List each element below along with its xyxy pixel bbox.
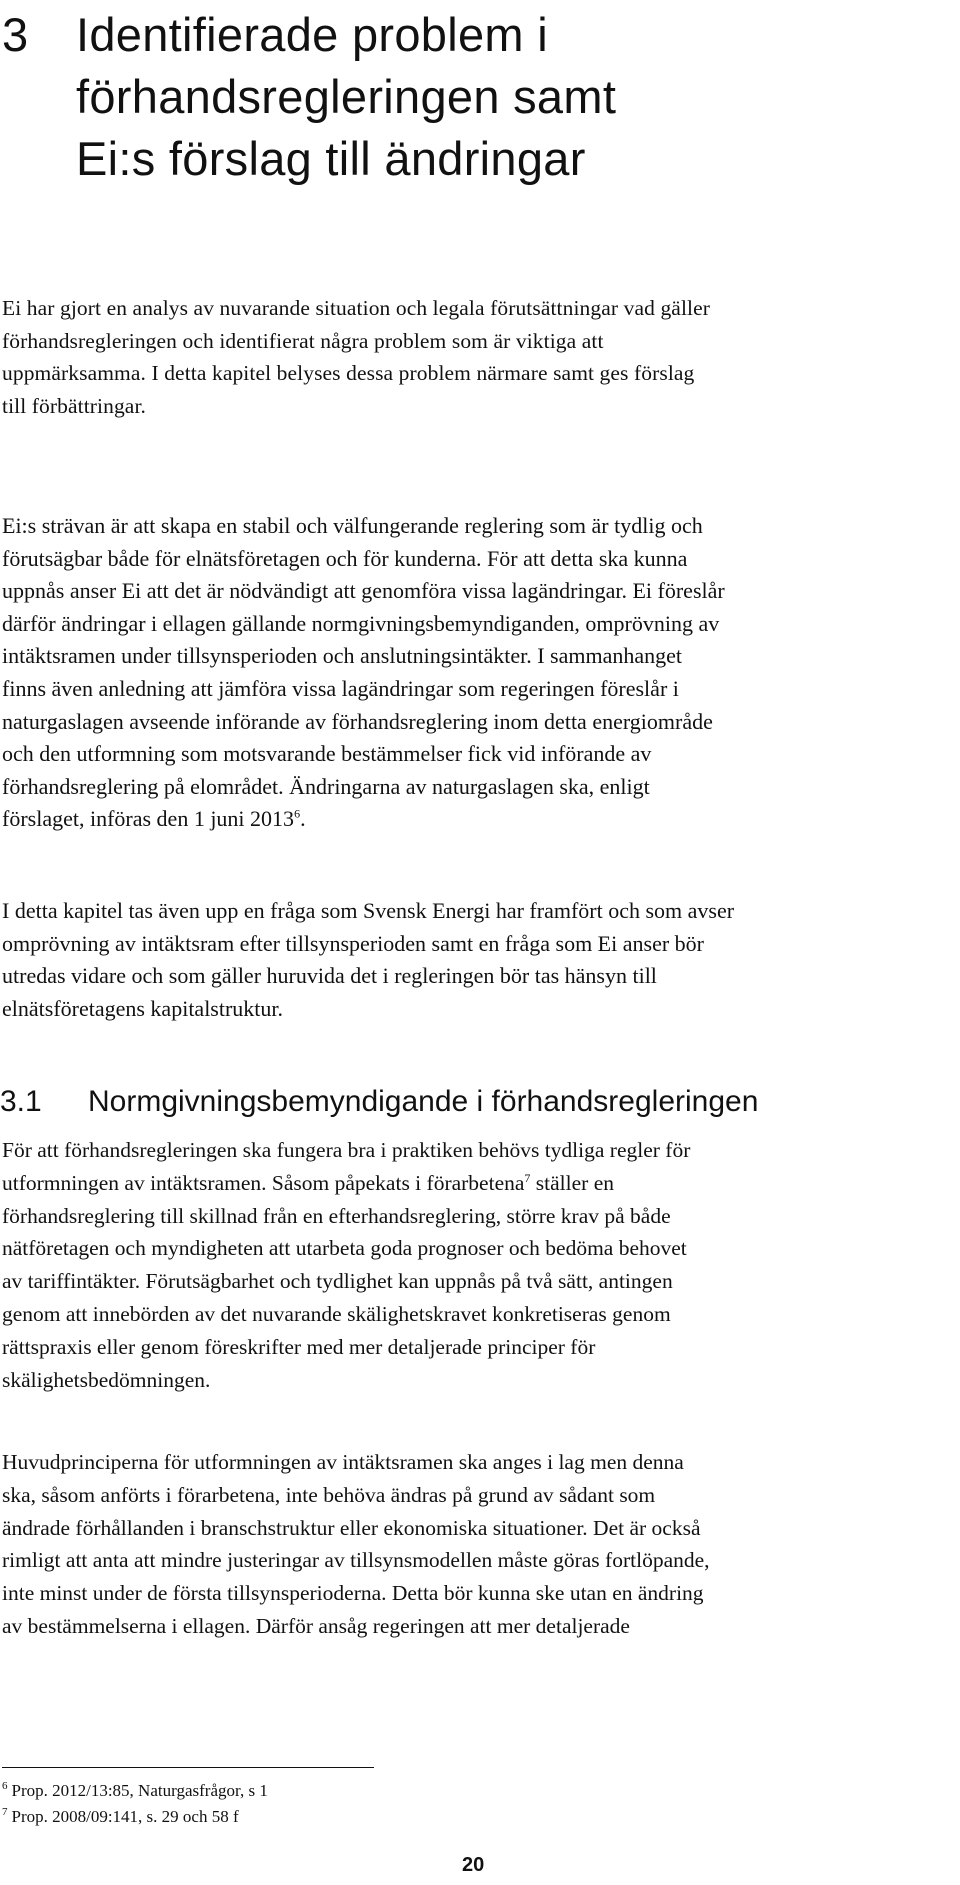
chapter-title xyxy=(0,4,940,190)
text-line: förhandsreglering till skillnad från en efterhandsreglering, större krav på både xyxy=(2,1203,671,1228)
text-line: nätföretagen och myndigheten att utarbeta goda prognoser och bedöma behovet xyxy=(2,1236,687,1261)
footnote-mark: 6 xyxy=(2,1780,8,1793)
text-line: av bestämmelserna i ellagen. Därför ansåg regeringen att mer detaljerade xyxy=(2,1613,630,1638)
footnote-reference: 7 xyxy=(524,1170,531,1185)
intro-paragraph xyxy=(2,292,942,422)
footnote xyxy=(2,1780,268,1802)
text-line: I detta kapitel tas även upp en fråga som Svensk Energi har framfört och som avser xyxy=(2,898,735,923)
body-paragraph xyxy=(2,895,942,1025)
text-line: av tariffintäkter. Förutsägbarhet och tydlighet kan uppnås på två sätt, antingen xyxy=(2,1269,673,1294)
footnote-mark: 7 xyxy=(2,1806,8,1819)
footnote-text: Prop. 2012/13:85, Naturgasfrågor, s 1 xyxy=(11,1781,268,1800)
text-line: därför ändringar i ellagen gällande normgivningsbemyndiganden, omprövning av xyxy=(2,610,720,636)
chapter-number: 3 xyxy=(2,8,29,61)
text-line xyxy=(2,1167,942,1200)
text-line: förutsägbar både för elnätsföretagen och för kunderna. För att detta ska kunna xyxy=(2,545,688,571)
footnote-divider xyxy=(2,1767,374,1768)
text-line: intäktsramen under tillsynsperioden och anslutningsintäkter. I sammanhanget xyxy=(2,643,683,669)
footnote-text: Prop. 2008/09:141, s. 29 och 58 f xyxy=(11,1807,239,1826)
text-line: genom att innebörden av det nuvarande skälighetskravet konkretiseras genom xyxy=(2,1301,671,1326)
text-line: ändrade förhållanden i branschstruktur eller ekonomiska situationer. Det är också xyxy=(2,1515,701,1540)
chapter-title-line: förhandsregleringen samt xyxy=(76,70,617,123)
text-line: rättspraxis eller genom föreskrifter med mer detaljerade principer för xyxy=(2,1334,596,1359)
text-line: finns även anledning att jämföra vissa lagändringar som regeringen föreslår i xyxy=(2,675,679,701)
text-line: elnätsföretagens kapitalstruktur. xyxy=(2,995,284,1021)
text-line: naturgaslagen avseende införande av förhandsreglering inom detta energiområde xyxy=(2,708,713,734)
text-line: rimligt att anta att mindre justeringar av tillsynsmodellen måste göras fortlöpande, xyxy=(2,1548,710,1573)
body-paragraph xyxy=(2,1446,942,1643)
chapter-title-line: Identifierade problem i xyxy=(76,8,548,61)
section-title-text: Normgivningsbemyndigande i förhandsregleringen xyxy=(88,1085,759,1118)
text-line: och den utformning som motsvarande bestämmelser fick vid införande av xyxy=(2,741,652,767)
text-line: uppmärksamma. I detta kapitel belyses dessa problem närmare samt ges förslag xyxy=(2,361,695,385)
section-heading xyxy=(0,1084,758,1120)
footnote xyxy=(2,1806,239,1828)
text-fragment: ställer en xyxy=(530,1170,614,1195)
text-line: Huvudprinciperna för utformningen av intäktsramen ska anges i lag men denna xyxy=(2,1450,684,1474)
body-paragraph xyxy=(2,1134,942,1396)
section-number: 3.1 xyxy=(0,1085,42,1118)
text-fragment: förslaget, införas den 1 juni 2013 xyxy=(2,806,295,832)
text-line: förhandsregleringen och identifierat några problem som är viktiga att xyxy=(2,328,604,353)
chapter-title-line: Ei:s förslag till ändringar xyxy=(76,132,586,185)
text-line: skälighetsbedömningen. xyxy=(2,1367,211,1392)
footnote-reference: 6 xyxy=(294,807,301,822)
text-line: För att förhandsregleringen ska fungera bra i praktiken behövs tydliga regler för xyxy=(2,1138,691,1162)
text-line: utredas vidare och som gäller huruvida det i regleringen bör tas hänsyn till xyxy=(2,963,657,989)
text-line: till förbättringar. xyxy=(2,393,147,418)
text-line: förhandsreglering på elområdet. Ändringarna av naturgaslagen ska, enligt xyxy=(2,773,650,799)
text-line: omprövning av intäktsram efter tillsynsperioden samt en fråga som Ei anser bör xyxy=(2,930,704,956)
body-paragraph xyxy=(2,510,942,836)
text-line: Ei har gjort en analys av nuvarande situation och legala förutsättningar vad gäller xyxy=(2,296,710,320)
text-line xyxy=(2,803,942,836)
page-number: 20 xyxy=(462,1854,485,1876)
text-line: uppnås anser Ei att det är nödvändigt att genomföra vissa lagändringar. Ei föreslår xyxy=(2,578,725,604)
text-line: inte minst under de första tillsynsperioderna. Detta bör kunna ske utan en ändring xyxy=(2,1581,704,1606)
text-fragment: . xyxy=(300,806,306,832)
text-line: Ei:s strävan är att skapa en stabil och välfungerande reglering som är tydlig och xyxy=(2,513,703,538)
text-fragment: utformningen av intäktsramen. Såsom påpekats i förarbetena xyxy=(2,1170,525,1195)
text-line: ska, såsom anförts i förarbetena, inte behöva ändras på grund av sådant som xyxy=(2,1482,656,1507)
